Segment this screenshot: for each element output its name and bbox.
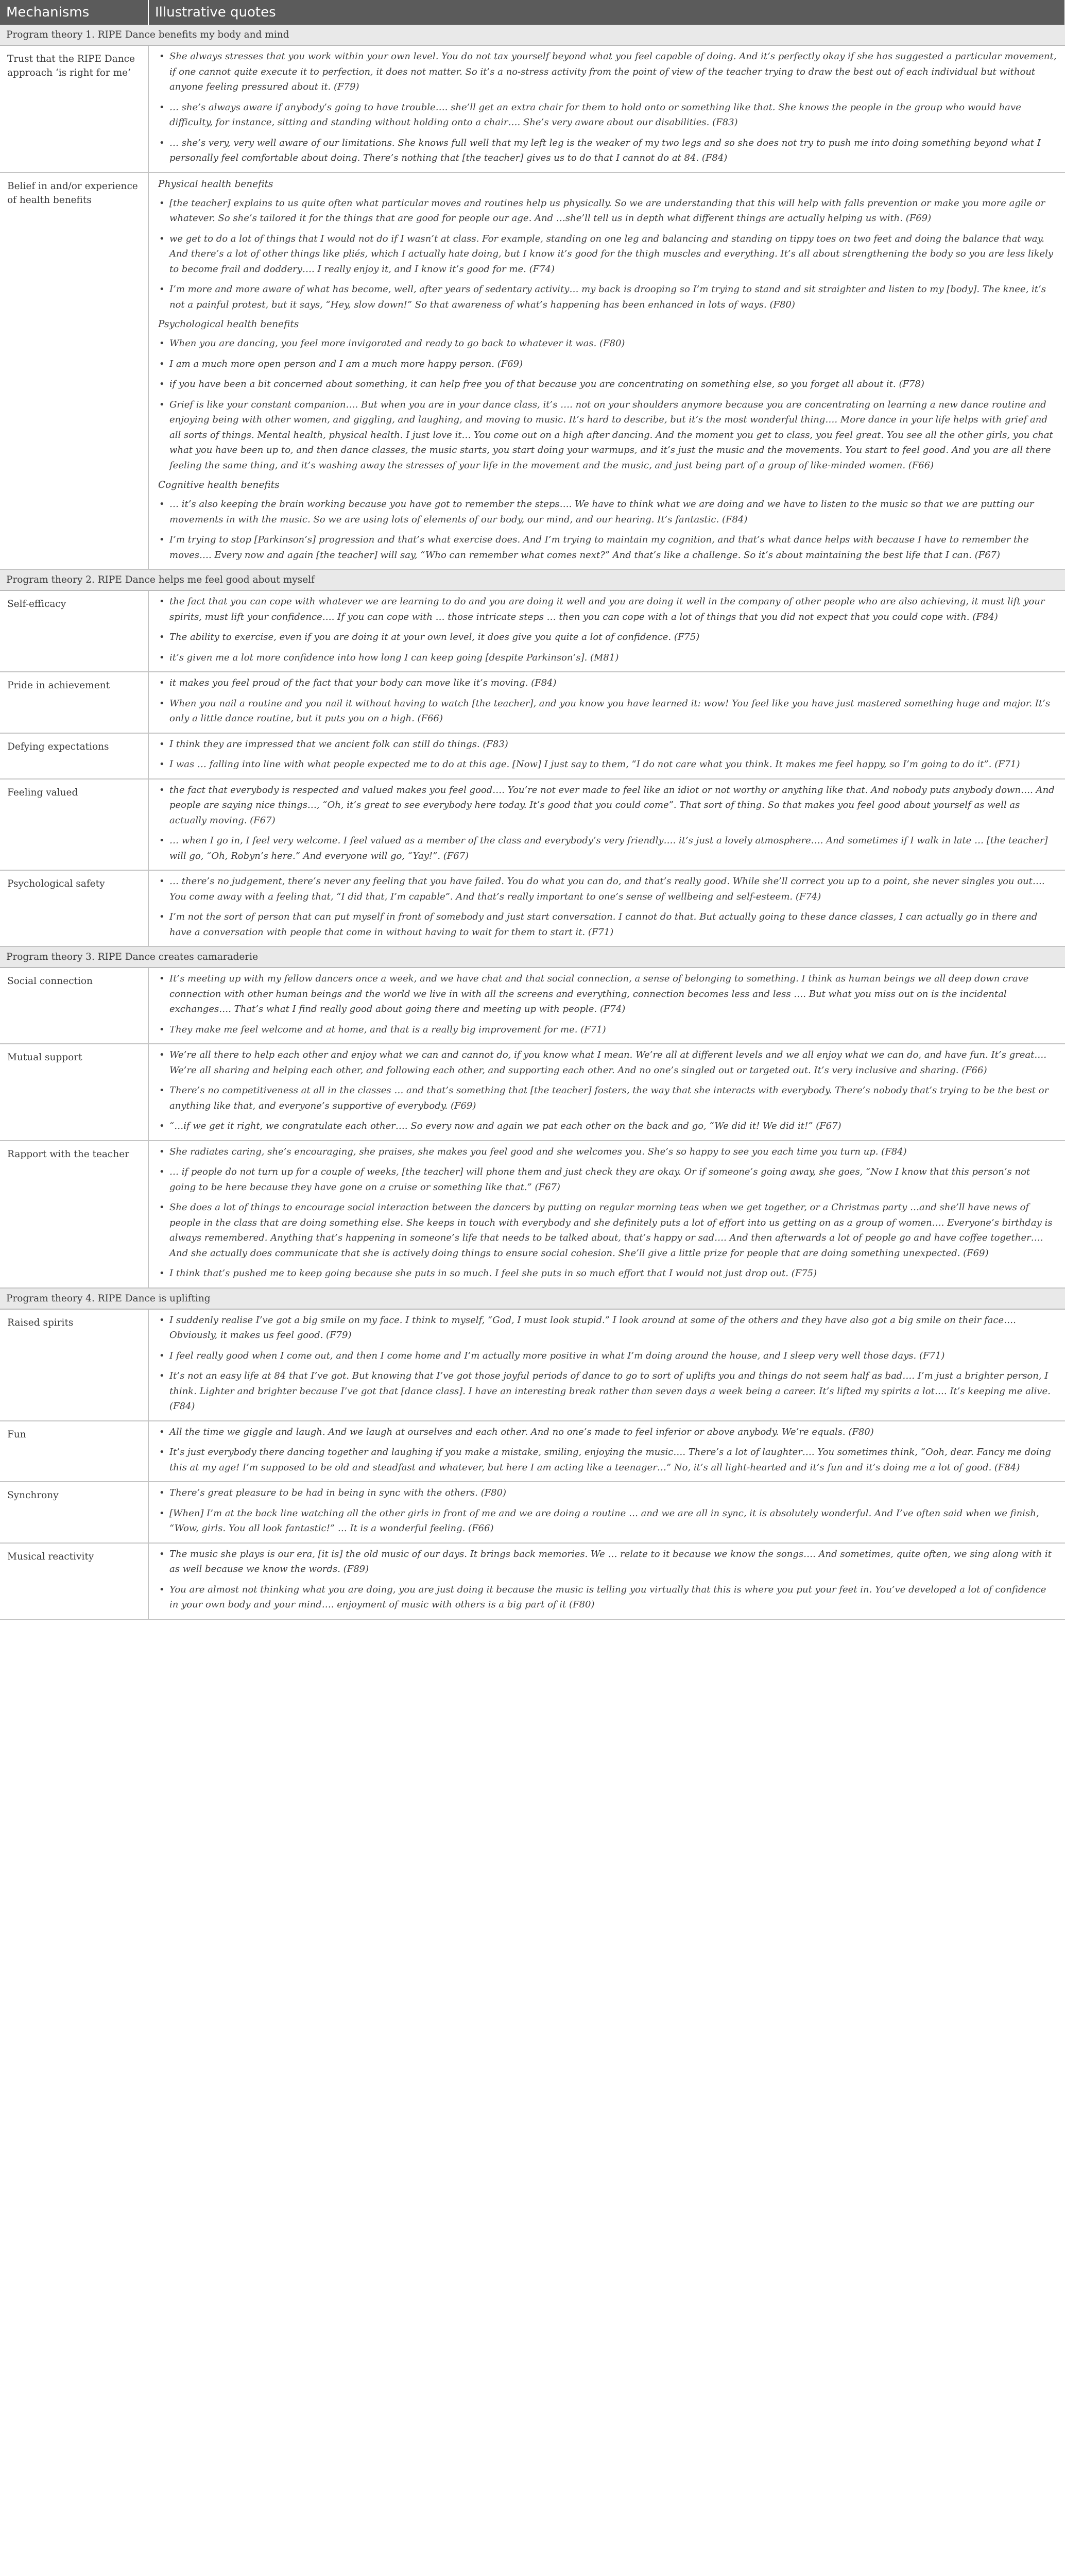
quote-item: • It’s meeting up with my fellow dancers once a week, and we have chat and that social connection, a sense of belonging to something. I think as human beings we all deep down crave connection with other human beings and the world we live in with all the screens and everything, connection becomes less and less …. But what you miss out on is the incidental exchanges…. That’s what I find really good about going there and meeting up with people. (F74) (158, 971, 1058, 1017)
quote-item: • You are almost not thinking what you are doing, you are just doing it because the music is telling you virtually that this is where you put your feet in. You’ve developed a lot of confidence in your own body and your mind…. enjoyment of music with others is a big part of it (F80) (158, 1582, 1058, 1613)
quotes-cell (148, 1482, 1065, 1543)
section-title: Program theory 1. RIPE Dance benefits my body and mind (0, 25, 1065, 45)
table-header-row (0, 0, 1065, 25)
table-row (0, 968, 1065, 1044)
quote-item: • She always stresses that you work within your own level. You do not tax yourself beyond what you feel capable of doing. And it’s perfectly okay if she has suggested a particular movement, if one cannot quite execute it to perfection, it does not matter. So it’s a no-stress activity from the point of view of the teacher trying to draw the best out of each individual but without anyone feeling pressured about it. (F79) (158, 49, 1058, 95)
quote-item: • Grief is like your constant companion…. But when you are in your dance class, it’s …. not on your shoulders anymore because you are concentrating on learning a new dance routine and enjoying being with other women, and giggling, and laughing, and moving to music. It’s hard to describe, but it’s the most wonderful thing…. More dance in your life helps with grief and all sorts of things. Mental health, physical health. I just love it… You come out on a high after dancing. And the moment you get to class, you feel great. You see all the other girls, you chat what you have been up to, and then dance classes, the music starts, you start doing your warmups, and it’s just the music and the movements. You start to feel good. And you are all there feeling the same thing, and it’s washing away the stresses of your life in the movement and the music, and just being part of a group of like-minded women. (F66) (158, 397, 1058, 473)
section-row (0, 569, 1065, 590)
mechanism-name: Psychological safety (0, 870, 148, 946)
quote-item: • … she’s always aware if anybody’s going to have trouble…. she’ll get an extra chair for them to hold onto or something like that. She knows the people in the group who would have difficulty, for instance, sitting and standing without holding onto a chair…. She’s very aware about our disabilities. (F83) (158, 100, 1058, 130)
quote-item: • She does a lot of things to encourage social interaction between the dancers by putting on regular morning teas when we get together, or a Christmas party …and she’ll have news of people in the class that are doing something else. She keeps in touch with everybody and she definitely puts a lot of effort into us getting on as a group of women…. Everyone’s birthday is always remembered. Anything that’s happening in someone’s life that needs to be talked about, that’s happy or sad…. And then afterwards a lot of people go and have coffee together…. And she actually does communicate that she is actively doing things to ensure social cohesion. She’ll give a little prize for people that are doing something unexpected. (F69) (158, 1200, 1058, 1261)
table-row (0, 1482, 1065, 1543)
quote-item: • if you have been a bit concerned about something, it can help free you of that because you are concentrating on something else, so you forget all about it. (F78) (158, 377, 1058, 392)
quote-item: • … there’s no judgement, there’s never any feeling that you have failed. You do what you can do, and that’s really good. While she’ll correct you up to a point, she never singles you out…. You come away with a feeling that, “I did that, I’m capable”. And that’s really important to one’s sense of wellbeing and self-esteem. (F74) (158, 874, 1058, 904)
benefit-subheading: Psychological health benefits (158, 319, 299, 330)
quote-item: • I think they are impressed that we ancient folk can still do things. (F83) (158, 737, 1058, 752)
table-row (0, 590, 1065, 672)
table-row (0, 1044, 1065, 1141)
section-title: Program theory 3. RIPE Dance creates camaraderie (0, 946, 1065, 968)
mechanism-name: Raised spirits (0, 1309, 148, 1421)
quote-item: • I think that’s pushed me to keep going because she puts in so much. I feel she puts in so much effort that I would not just drop out. (F75) (158, 1266, 1058, 1281)
quotes-cell (148, 1421, 1065, 1482)
mechanism-name: Defying expectations (0, 733, 148, 779)
mechanism-name: Musical reactivity (0, 1543, 148, 1619)
quote-item: • … when I go in, I feel very welcome. I feel valued as a member of the class and everybody’s very friendly…. it’s just a lovely atmosphere…. And sometimes if I walk in late … [the teacher] will go, “Oh, Robyn’s here.” And everyone will go, “Yay!”. (F67) (158, 833, 1058, 863)
quotes-cell (148, 1044, 1065, 1141)
header-mechanisms: Mechanisms (0, 0, 148, 25)
quote-item: • It’s not an easy life at 84 that I’ve got. But knowing that I’ve got those joyful periods of dance to go to sort of uplifts you and things do not seem half as bad…. I’m just a brighter person, I think. Lighter and brighter because I’ve got that [dance class]. I have an interesting break rather than seven days a week being a career. It’s lifted my spirits a lot…. It’s keeping me alive. (F84) (158, 1368, 1058, 1414)
section-row (0, 946, 1065, 968)
section-row (0, 25, 1065, 45)
quote-item: • [the teacher] explains to us quite often what particular moves and routines help us physically. So we are understanding that this will help with falls prevention or make you more agile or whatever. So she’s tailored it for the things that are good for people our age. And …she’ll tell us in depth what different things are actually helping us with. (F69) (158, 196, 1058, 226)
mechanism-name: Belief in and/or experience of health benefits (0, 173, 148, 570)
mechanism-name: Rapport with the teacher (0, 1141, 148, 1288)
table-row (0, 1421, 1065, 1482)
quote-item: • There’s no competitiveness at all in the classes … and that’s something that [the teacher] fosters, the way that she interacts with everybody. There’s nobody that’s trying to be the best or anything like that, and everyone’s supportive of everybody. (F69) (158, 1083, 1058, 1113)
table-row (0, 173, 1065, 570)
quote-item: • I’m more and more aware of what has become, well, after years of sedentary activity… my back is drooping so I’m trying to stand and sit straighter and listen to my [body]. The knee, it’s not a painful protest, but it says, “Hey, slow down!” So that awareness of what’s happening has been enhanced in lots of ways. (F80) (158, 282, 1058, 312)
quote-item: • I’m not the sort of person that can put myself in front of somebody and just start conversation. I cannot do that. But actually going to these dance classes, I can actually go in there and have a conversation with people that come in without having to wait for them to start it. (F71) (158, 909, 1058, 940)
quotes-cell (148, 173, 1065, 570)
table-row (0, 1309, 1065, 1421)
table-row (0, 1141, 1065, 1288)
quote-item: • I am a much more open person and I am a much more happy person. (F69) (158, 357, 1058, 372)
quote-item: • When you are dancing, you feel more invigorated and ready to go back to whatever it was. (F80) (158, 336, 1058, 351)
mechanism-name: Synchrony (0, 1482, 148, 1543)
mechanism-name: Feeling valued (0, 779, 148, 871)
quote-item: • it’s given me a lot more confidence into how long I can keep going [despite Parkinson’s]. (M81) (158, 650, 1058, 666)
quote-item: • the fact that you can cope with whatever we are learning to do and you are doing it well and you are doing it well in the company of other people who are also achieving, it must lift your spirits, must lift your confidence…. If you can cope with … those intricate steps … then you can cope with a lot of things that you did not expect that you could cope with. (F84) (158, 594, 1058, 624)
mechanism-name: Mutual support (0, 1044, 148, 1141)
quotes-cell (148, 1141, 1065, 1288)
quote-item: • We’re all there to help each other and enjoy what we can and cannot do, if you know what I mean. We’re all at different levels and we all enjoy what we can do, and have fun. It’s great…. We’re all sharing and helping each other, and following each other, and supporting each other. And no one’s singled out or targeted out. It’s very inclusive and sharing. (F66) (158, 1047, 1058, 1078)
quote-item: • [When] I’m at the back line watching all the other girls in front of me and we are doing a routine … and we are all in sync, it is absolutely wonderful. And I’ve often said when we finish, “Wow, girls. You all look fantastic!” … It is a wonderful feeling. (F66) (158, 1506, 1058, 1536)
quote-item: • it makes you feel proud of the fact that your body can move like it’s moving. (F84) (158, 675, 1058, 691)
header-illustrative-quotes: Illustrative quotes (148, 0, 1065, 25)
table-body (0, 25, 1065, 1619)
mechanism-name: Trust that the RIPE Dance approach ‘is right for me’ (0, 45, 148, 173)
quote-item: • I’m trying to stop [Parkinson’s] progression and that’s what exercise does. And I’m trying to maintain my cognition, and that’s what dance helps with because I have to remember the moves…. Every now and again [the teacher] will say, “Who can remember what comes next?” And that’s like a challenge. So it’s about maintaining the best life that I can. (F67) (158, 532, 1058, 563)
quotes-cell (148, 590, 1065, 672)
table-row (0, 733, 1065, 779)
quote-item: • She radiates caring, she’s encouraging, she praises, she makes you feel good and she welcomes you. She’s so happy to see you each time you turn up. (F84) (158, 1144, 1058, 1160)
benefit-subheading: Physical health benefits (158, 178, 273, 190)
quote-item: • It’s just everybody there dancing together and laughing if you make a mistake, smiling, enjoying the music…. There’s a lot of laughter…. You sometimes think, “Ooh, dear. Fancy me doing this at my age! I’m supposed to be old and steadfast and whatever, but here I am acting like a teenager…” No, it’s all light-hearted and it’s fun and it’s doing me a lot of good. (F84) (158, 1445, 1058, 1475)
quotes-cell (148, 672, 1065, 733)
table-row (0, 779, 1065, 871)
quote-item: • … she’s very, very well aware of our limitations. She knows full well that my left leg is the weaker of my two legs and so she does not try to push me into doing something beyond what I personally feel comfortable about doing. There’s nothing that [the teacher] gives us to do that I cannot do at 84. (F84) (158, 135, 1058, 166)
section-title: Program theory 4. RIPE Dance is uplifting (0, 1288, 1065, 1309)
quote-item: • There’s great pleasure to be had in being in sync with the others. (F80) (158, 1485, 1058, 1501)
quotes-cell (148, 870, 1065, 946)
quotes-cell (148, 45, 1065, 173)
quote-item: • we get to do a lot of things that I would not do if I wasn’t at class. For example, standing on one leg and balancing and standing on tippy toes on two feet and doing the balance that way. And there’s a lot of other things like pliés, which I actually hate doing, but I know it’s good for the thigh muscles and everything. It’s all about strengthening the body so you are less likely to become frail and doddery…. I really enjoy it, and I know it’s good for me. (F74) (158, 231, 1058, 277)
section-title: Program theory 2. RIPE Dance helps me feel good about myself (0, 569, 1065, 590)
quote-item: • I was … falling into line with what people expected me to do at this age. [Now] I just say to them, “I do not care what you think. It makes me feel happy, so I’m going to do it”. (F71) (158, 757, 1058, 772)
table-row (0, 672, 1065, 733)
quote-item: • The ability to exercise, even if you are doing it at your own level, it does give you quite a lot of confidence. (F75) (158, 630, 1058, 645)
mechanism-name: Fun (0, 1421, 148, 1482)
section-row (0, 1288, 1065, 1309)
quote-item: • They make me feel welcome and at home, and that is a really big improvement for me. (F71) (158, 1022, 1058, 1038)
table-row (0, 870, 1065, 946)
quote-item: • When you nail a routine and you nail it without having to watch [the teacher], and you know you have learned it: wow! You feel like you have just mastered something huge and major. It’s only a little dance routine, but it puts you on a high. (F66) (158, 696, 1058, 726)
table-row (0, 1543, 1065, 1619)
quotes-cell (148, 1543, 1065, 1619)
mechanism-name: Pride in achievement (0, 672, 148, 733)
quote-item: • “…if we get it right, we congratulate each other…. So every now and again we pat each other on the back and go, “We did it! We did it!” (F67) (158, 1118, 1058, 1134)
quotes-cell (148, 968, 1065, 1044)
quote-item: • … it’s also keeping the brain working because you have got to remember the steps…. We have to think what we are doing and we have to listen to the music so that we are putting our movements in with the music. So we are using lots of elements of our body, our mind, and our hearing. It’s fantastic. (F84) (158, 497, 1058, 527)
quote-item: • All the time we giggle and laugh. And we laugh at ourselves and each other. And no one’s made to feel inferior or above anybody. We’re equals. (F80) (158, 1425, 1058, 1440)
quote-item: • … if people do not turn up for a couple of weeks, [the teacher] will phone them and just check they are okay. Or if someone’s going away, she goes, “Now I know that this person’s not going to be here because they have gone on a cruise or something like that.” (F67) (158, 1164, 1058, 1195)
quote-item: • I feel really good when I come out, and then I come home and I’m actually more positive in what I’m doing around the house, and I sleep very well those days. (F71) (158, 1348, 1058, 1364)
quotes-cell (148, 1309, 1065, 1421)
benefit-subheading: Cognitive health benefits (158, 480, 280, 490)
quote-item: • The music she plays is our era, [it is] the old music of our days. It brings back memories. We … relate to it because we know the songs…. And sometimes, quite often, we sing along with it as well because we know the words. (F89) (158, 1547, 1058, 1577)
table-row (0, 45, 1065, 173)
quotes-cell (148, 779, 1065, 871)
quote-item: • I suddenly realise I’ve got a big smile on my face. I think to myself, “God, I must look stupid.” I look around at some of the others and they have also got a big smile on their face…. Obviously, it makes us feel good. (F79) (158, 1313, 1058, 1343)
mechanism-name: Self-efficacy (0, 590, 148, 672)
quotes-cell (148, 733, 1065, 779)
mechanism-name: Social connection (0, 968, 148, 1044)
quote-item: • the fact that everybody is respected and valued makes you feel good…. You’re not ever made to feel like an idiot or not worthy or anything like that. And nobody puts anybody down…. And people are saying nice things…, “Oh, it’s great to see everybody here today. It’s good that you could come”. That sort of thing. So that makes you feel good about yourself as well as actually moving. (F67) (158, 783, 1058, 828)
